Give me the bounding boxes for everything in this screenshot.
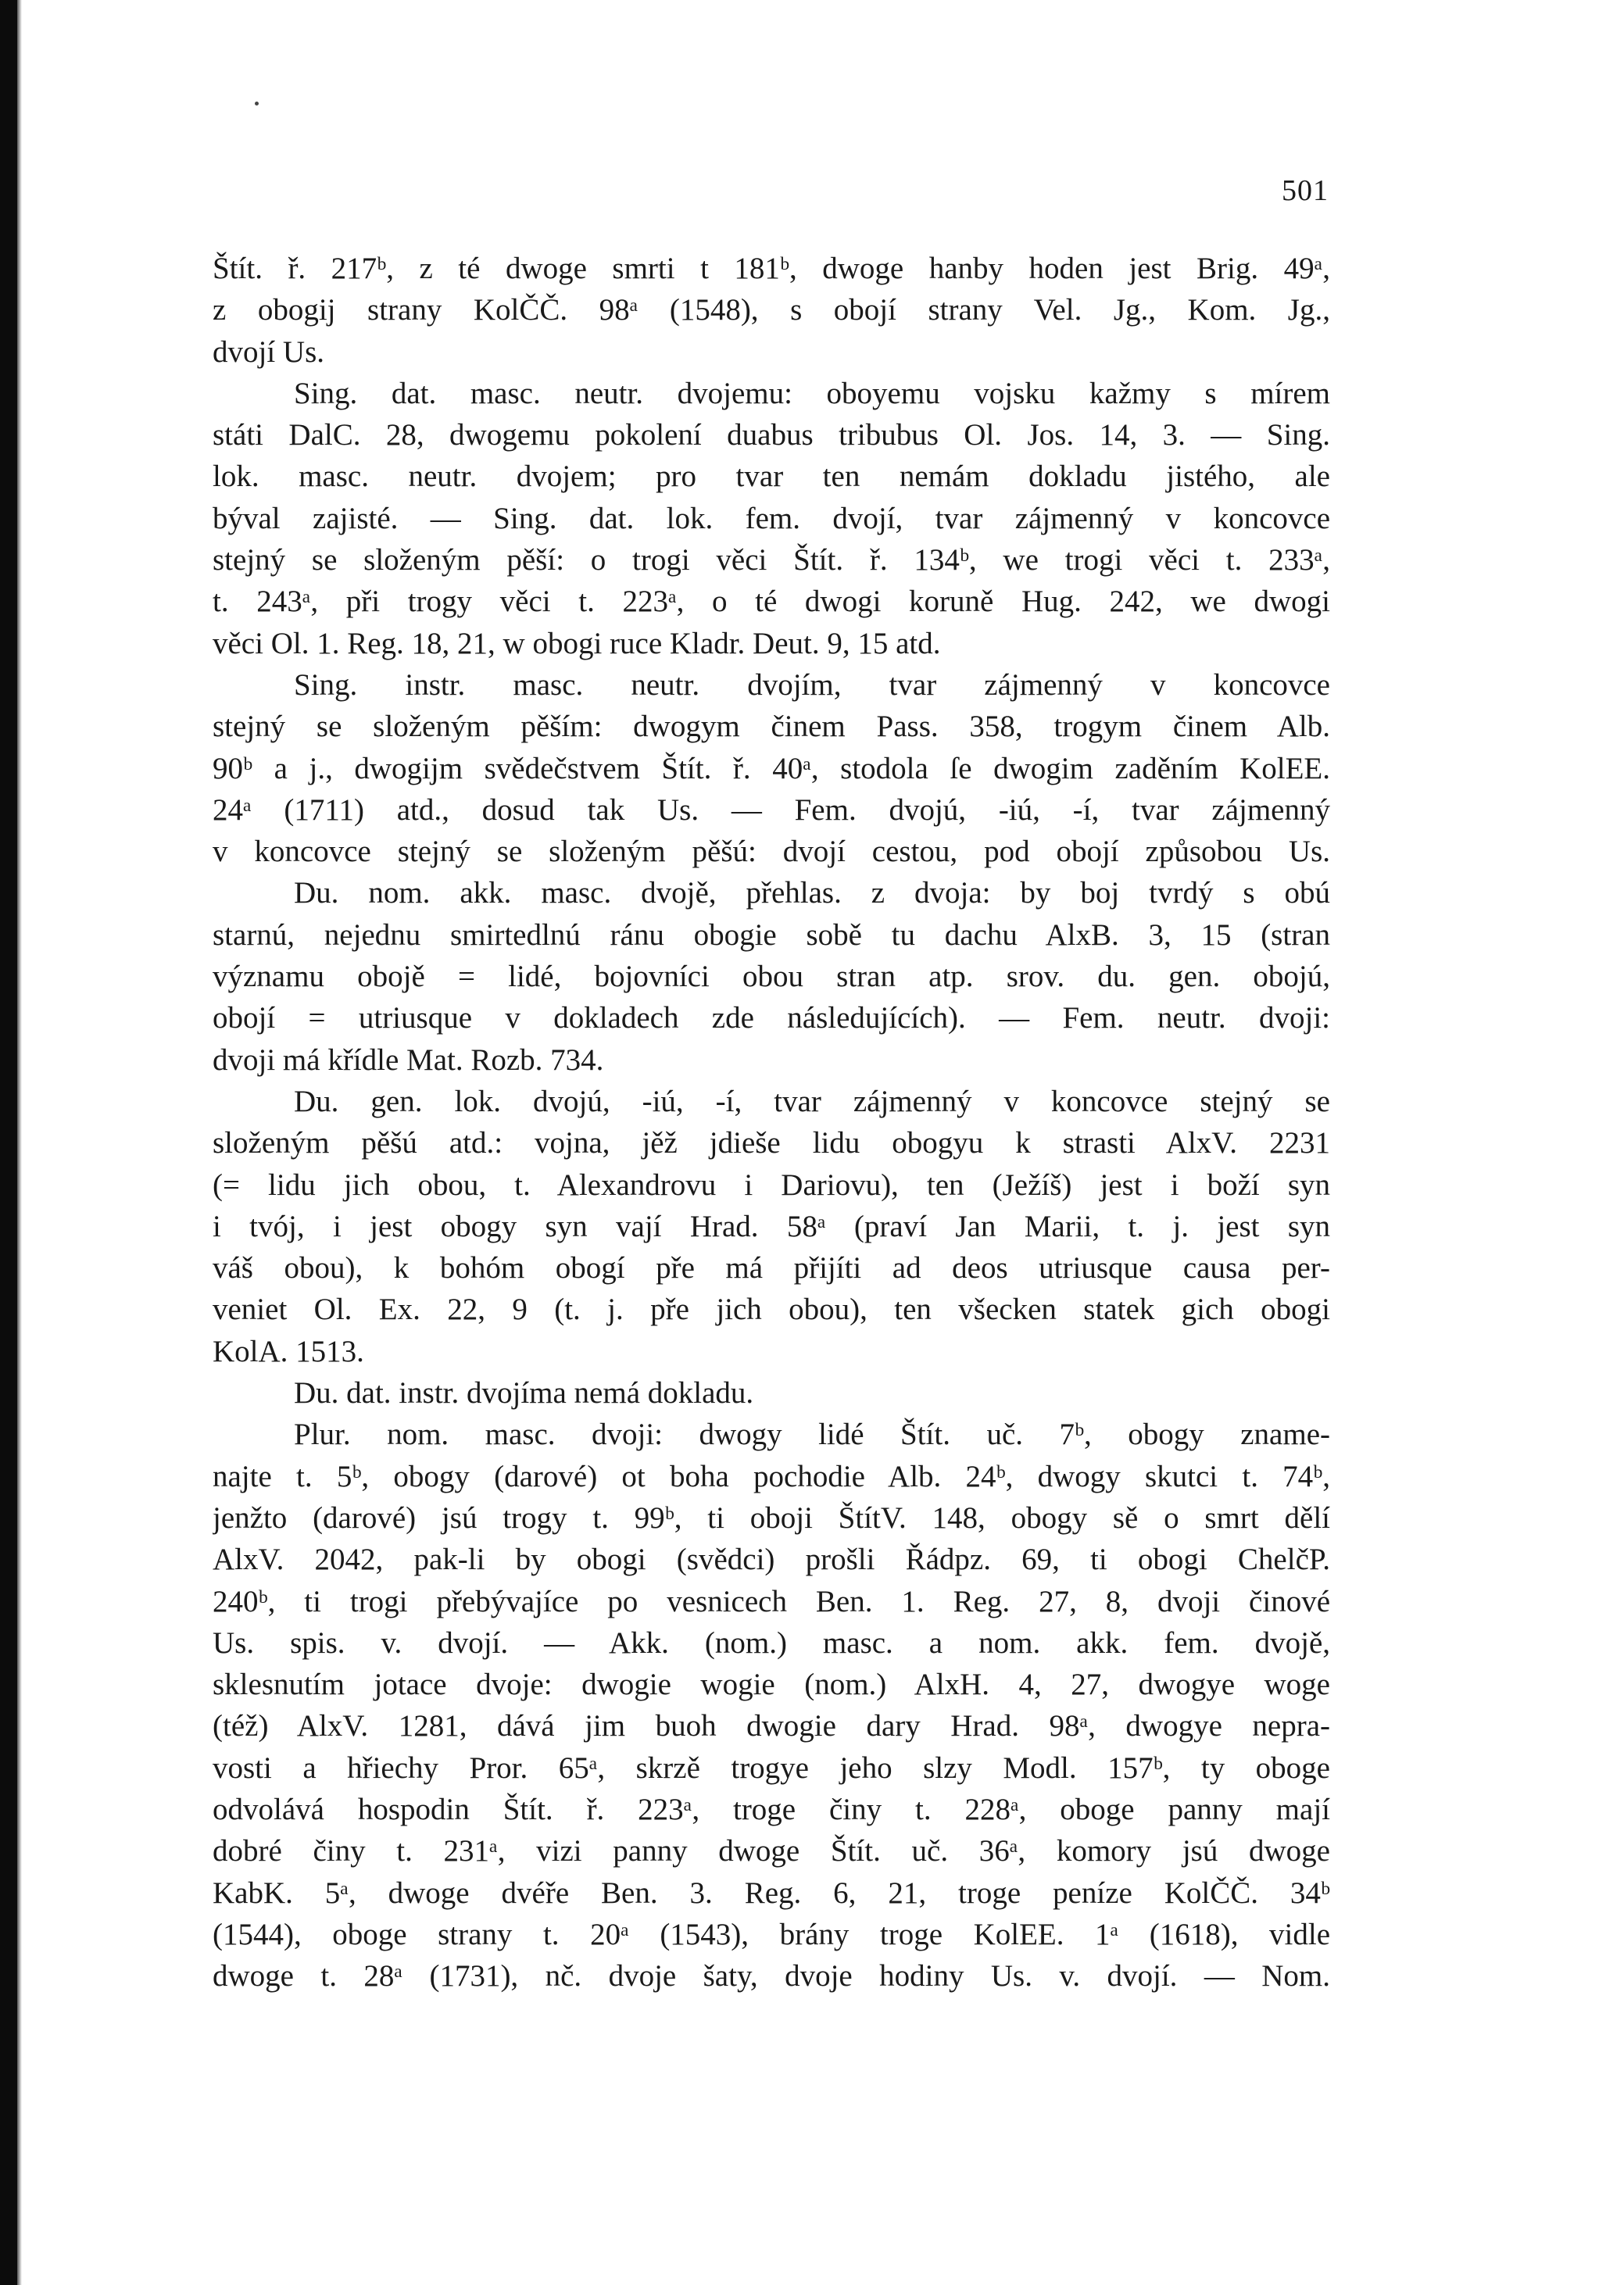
- scan-speck: [255, 102, 259, 105]
- text-line: věci Ol. 1. Reg. 18, 21, w obogi ruce Kladr. Deut. 9, 15 atd.: [213, 626, 941, 660]
- text-line: Du. dat. instr. dvojíma nemá dokladu.: [294, 1376, 754, 1411]
- text-line: státi DalC. 28, dwogemu pokolení duabus tribubus Ol. Jos. 14, 3. — Sing.: [213, 418, 1330, 452]
- text-line: jenžto (darové) jsú trogy t. 99ᵇ, ti oboji ŠtítV. 148, obogy sě o smrt dělí: [213, 1500, 1330, 1535]
- text-line: dwoge t. 28ᵃ (1731), nč. dvoje šaty, dvoje hodiny Us. v. dvojí. — Nom.: [213, 1959, 1330, 1994]
- text-line: sklesnutím jotace dvoje: dwogie wogie (nom.) AlxH. 4, 27, dwogye woge: [213, 1668, 1330, 1702]
- text-line: najte t. 5ᵇ, obogy (darové) ot boha pochodie Alb. 24ᵇ, dwogy skutci t. 74ᵇ,: [213, 1459, 1330, 1493]
- text-line: váš obou), k bohóm obogí pře má přijíti ad deos utriusque causa per-: [213, 1251, 1330, 1286]
- text-line: 90ᵇ a j., dwogijm svědečstvem Štít. ř. 40ᵃ, stodola ſe dwogim zaděním KolEE.: [213, 751, 1330, 785]
- text-line: AlxV. 2042, pak-li by obogi (svědci) prošli Řádpz. 69, ti obogi ChelčP.: [213, 1543, 1330, 1577]
- text-line: dobré činy t. 231ᵃ, vizi panny dwoge Štít. uč. 36ᵃ, komory jsú dwoge: [213, 1834, 1330, 1868]
- text-line: KabK. 5ᵃ, dwoge dvéře Ben. 3. Reg. 6, 21, troge peníze KolČČ. 34ᵇ: [213, 1876, 1330, 1910]
- text-line: z obogij strany KolČČ. 98ᵃ (1548), s obojí strany Vel. Jg., Kom. Jg.,: [213, 293, 1330, 327]
- text-line: býval zajisté. — Sing. dat. lok. fem. dvojí, tvar zájmenný v koncovce: [213, 501, 1330, 535]
- text-line: dvoji má křídle Mat. Rozb. 734.: [213, 1042, 604, 1077]
- text-line: Štít. ř. 217ᵇ, z té dwoge smrti t 181ᵇ, dwoge hanby hoden jest Brig. 49ᵃ,: [213, 252, 1330, 285]
- text-line: KolA. 1513.: [213, 1334, 364, 1368]
- text-line: (= lidu jich obou, t. Alexandrovu i Dariovu), ten (Ježíš) jest i boží syn: [213, 1168, 1330, 1202]
- text-line: t. 243ᵃ, při trogy věci t. 223ᵃ, o té dwogi koruně Hug. 242, we dwogi: [213, 585, 1330, 619]
- text-line: i tvój, i jest obogy syn vají Hrad. 58ᵃ (praví Jan Marii, t. j. jest syn: [213, 1209, 1330, 1243]
- text-line: lok. masc. neutr. dvojem; pro tvar ten nemám dokladu jistého, ale: [213, 460, 1330, 494]
- text-line: v koncovce stejný se složeným pěšú: dvojí cestou, pod obojí způsobou Us.: [213, 835, 1330, 869]
- text-line: (též) AlxV. 1281, dává jim buoh dwogie dary Hrad. 98ᵃ, dwogye nepra-: [213, 1709, 1330, 1743]
- scan-edge: [0, 0, 17, 2285]
- text-line: vosti a hřiechy Pror. 65ᵃ, skrzě trogye jeho slzy Modl. 157ᵇ, ty oboge: [213, 1750, 1330, 1785]
- text-line: (1544), oboge strany t. 20ᵃ (1543), brány troge KolEE. 1ᵃ (1618), vidle: [213, 1917, 1330, 1951]
- text-line: stejný se složeným pěší: o trogi věci Štít. ř. 134ᵇ, we trogi věci t. 233ᵃ,: [213, 543, 1330, 578]
- text-line: obojí = utriusque v dokladech zde následujících). — Fem. neutr. dvoji:: [213, 1001, 1330, 1035]
- text-line: odvolává hospodin Štít. ř. 223ᵃ, troge činy t. 228ᵃ, oboge panny mají: [213, 1792, 1330, 1826]
- text-line: Du. nom. akk. masc. dvojě, přehlas. z dvoja: by boj tvrdý s obú: [294, 876, 1330, 910]
- text-line: stejný se složeným pěším: dwogym činem Pass. 358, trogym činem Alb.: [213, 710, 1330, 744]
- scan-edge-shadow: [17, 0, 22, 2285]
- text-line: Sing. dat. masc. neutr. dvojemu: oboyemu vojsku kažmy s mírem: [294, 376, 1330, 410]
- text-line: významu obojě = lidé, bojovníci obou stran atp. srov. du. gen. obojú,: [213, 960, 1330, 994]
- text-line: Sing. instr. masc. neutr. dvojím, tvar zájmenný v koncovce: [294, 667, 1330, 702]
- text-line: dvojí Us.: [213, 334, 325, 369]
- text-line: 24ᵃ (1711) atd., dosud tak Us. — Fem. dvojú, -iú, -í, tvar zájmenný: [213, 792, 1330, 827]
- body-text: [213, 248, 1330, 1997]
- text-line: veniet Ol. Ex. 22, 9 (t. j. pře jich obou), ten všecken statek gich obogi: [213, 1293, 1330, 1327]
- page-number: 501: [1282, 174, 1329, 207]
- text-line: složeným pěšú atd.: vojna, jěž jdieše lidu obogyu k strasti AlxV. 2231: [213, 1126, 1330, 1160]
- text-line: Du. gen. lok. dvojú, -iú, -í, tvar zájmenný v koncovce stejný se: [294, 1084, 1330, 1118]
- text-line: 240ᵇ, ti trogi přebývajíce po vesnicech Ben. 1. Reg. 27, 8, dvoji činové: [213, 1584, 1330, 1618]
- text-line: starnú, nejednu smirtedlnú ránu obogie sobě tu dachu AlxB. 3, 15 (stran: [213, 917, 1330, 952]
- text-line: Us. spis. v. dvojí. — Akk. (nom.) masc. a nom. akk. fem. dvojě,: [213, 1625, 1330, 1660]
- text-line: Plur. nom. masc. dvoji: dwogy lidé Štít. uč. 7ᵇ, obogy zname-: [294, 1418, 1330, 1452]
